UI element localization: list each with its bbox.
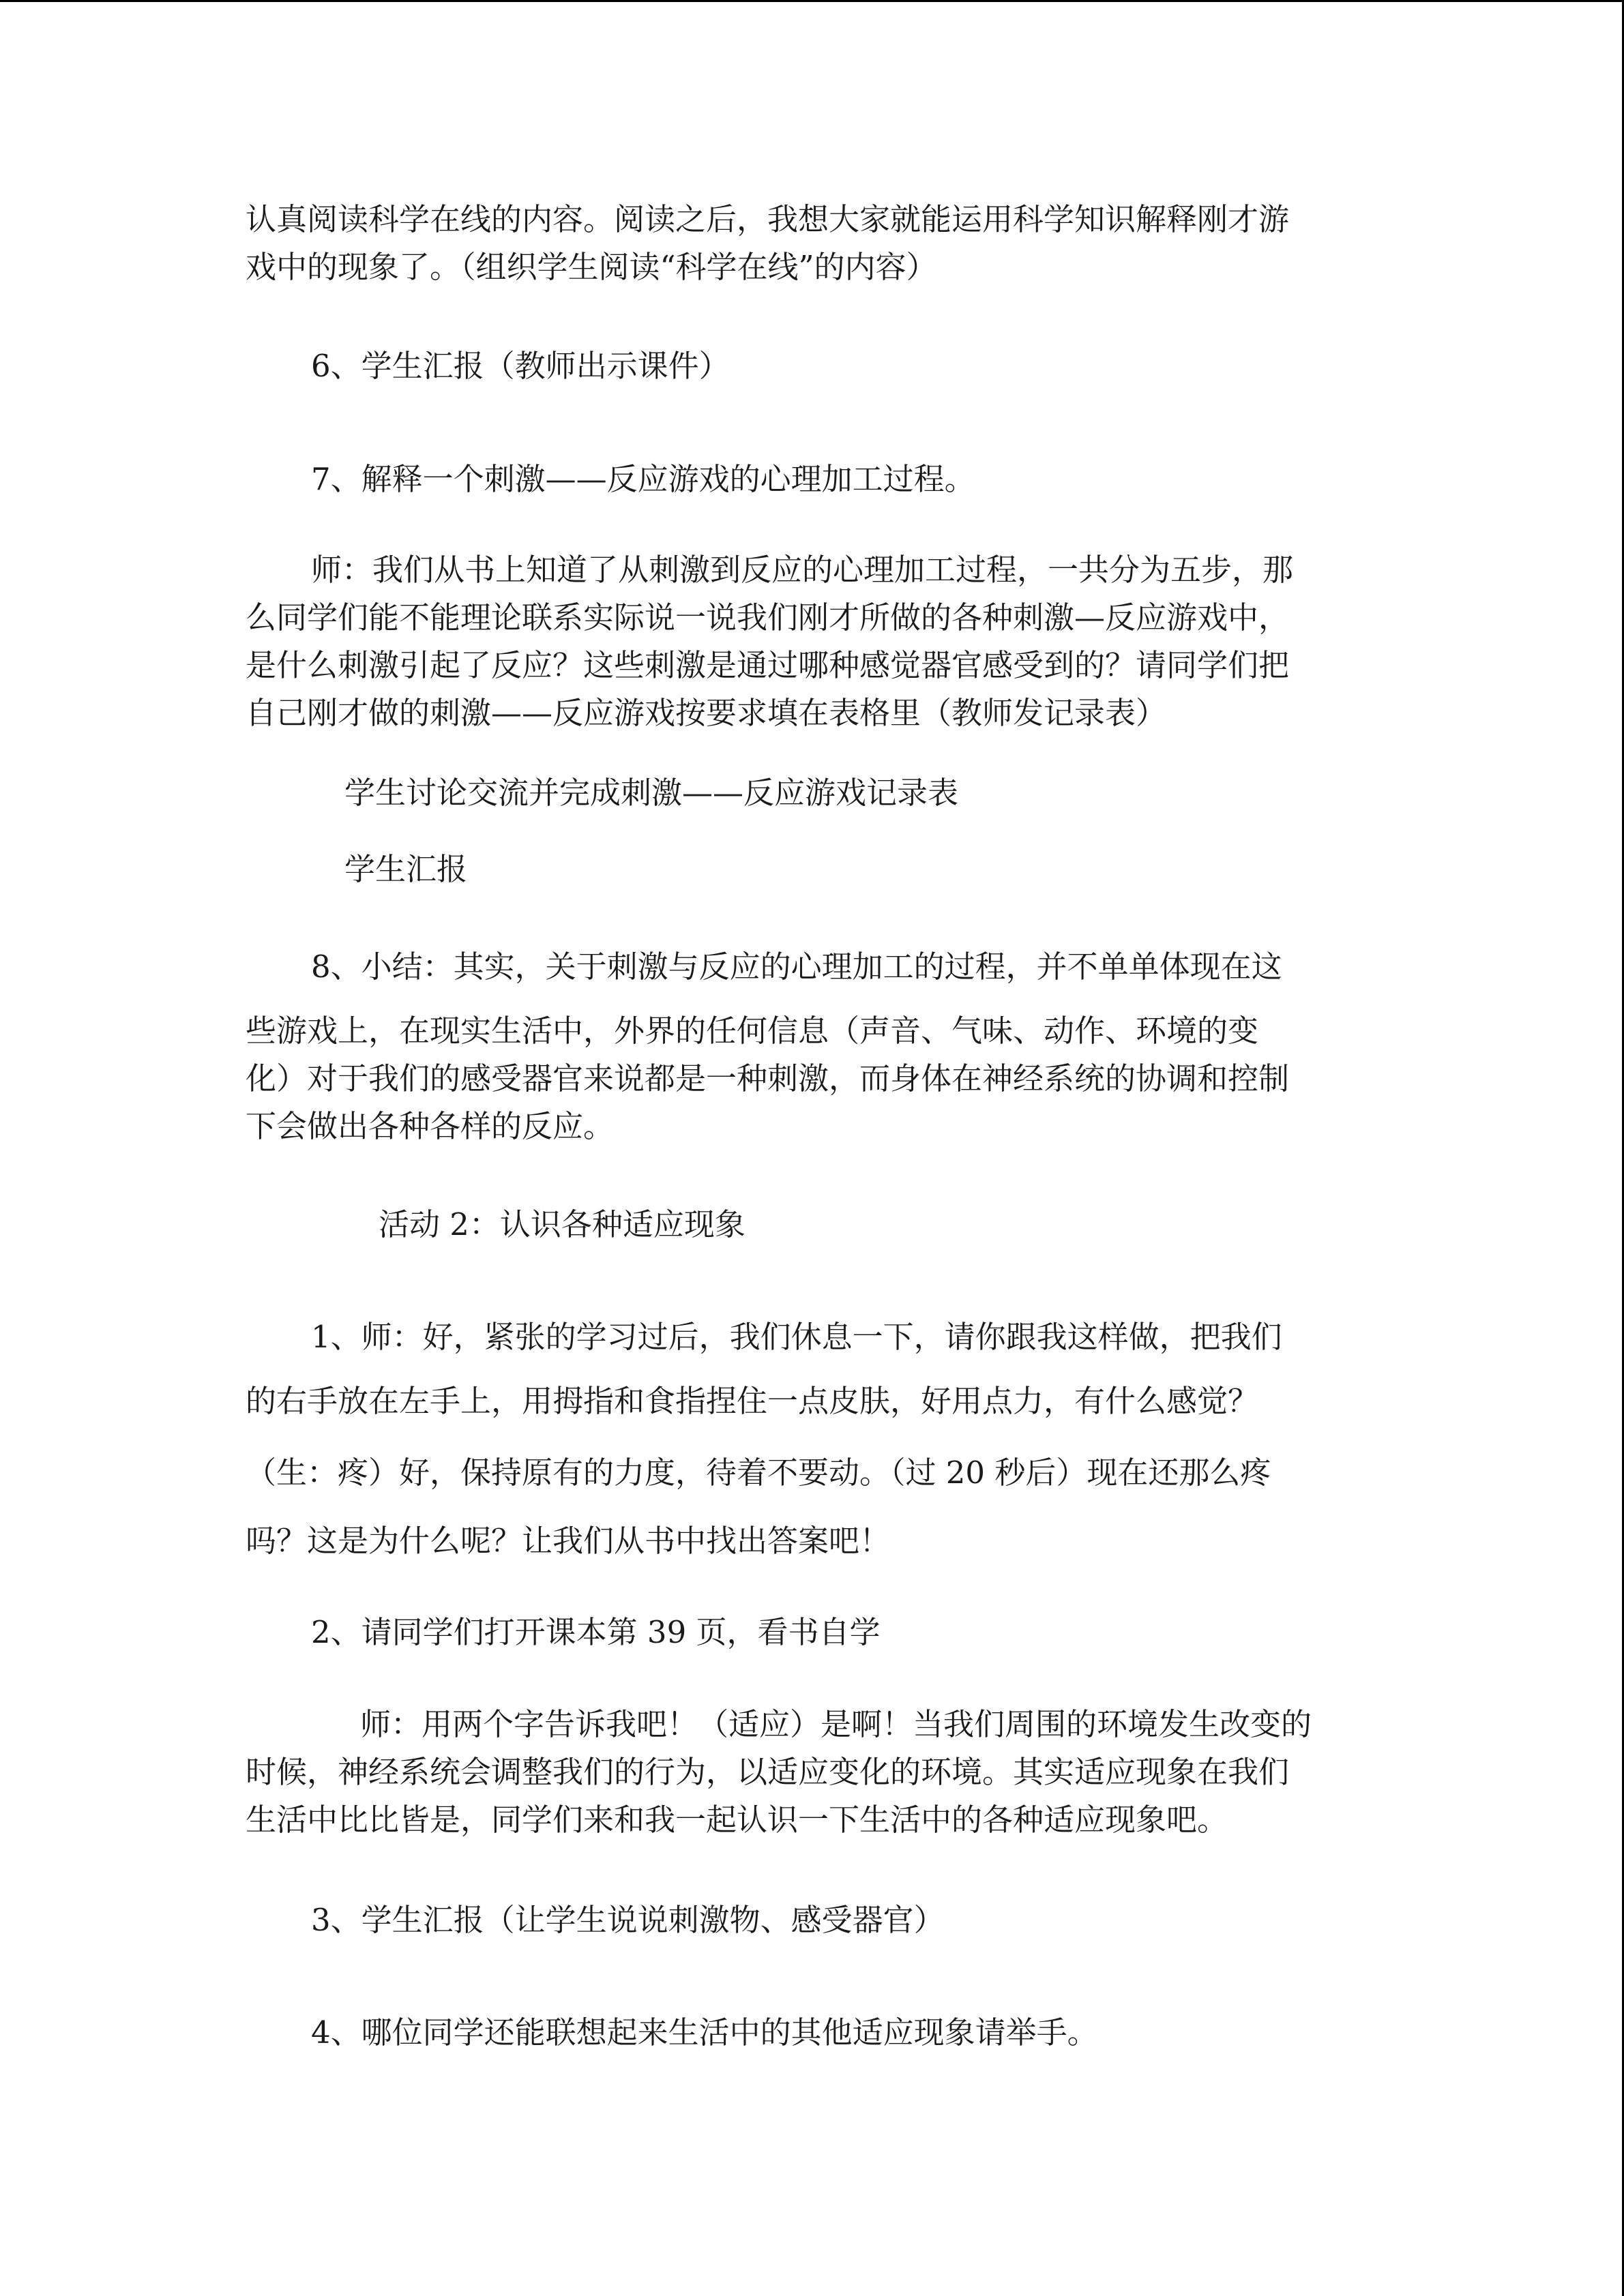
text-line: 1、师：好，紧张的学习过后，我们休息一下，请你跟我这样做，把我们 xyxy=(311,1319,1282,1355)
text-line: 吗？这是为什么呢？让我们从书中找出答案吧！ xyxy=(246,1523,891,1559)
text-line: 师：我们从书上知道了从刺激到反应的心理加工过程，一共分为五步，那 xyxy=(311,552,1294,588)
section-heading: 活动 2：认识各种适应现象 xyxy=(379,1206,745,1242)
text-line: 8、小结：其实，关于刺激与反应的心理加工的过程，并不单单体现在这 xyxy=(311,949,1282,985)
text-line: 7、解释一个刺激——反应游戏的心理加工过程。 xyxy=(311,461,975,497)
text-line: 师：用两个字告诉我吧！（适应）是啊！当我们周围的环境发生改变的 xyxy=(360,1706,1312,1742)
text-line: 4、哪位同学还能联想起来生活中的其他适应现象请举手。 xyxy=(311,2014,1098,2051)
text-line: 化）对于我们的感受器官来说都是一种刺激，而身体在神经系统的协调和控制 xyxy=(246,1060,1290,1097)
text-line: 2、请同学们打开课本第 39 页，看书自学 xyxy=(311,1614,881,1650)
text-line: 生活中比比皆是，同学们来和我一起认识一下生活中的各种适应现象吧。 xyxy=(246,1802,1228,1838)
text-line: 的右手放在左手上，用拇指和食指捏住一点皮肤，好用点力，有什么感觉？ xyxy=(246,1383,1259,1419)
text-line: 自己刚才做的刺激——反应游戏按要求填在表格里（教师发记录表） xyxy=(246,695,1167,731)
text-line: 么同学们能不能理论联系实际说一说我们刚才所做的各种刺激—反应游戏中， xyxy=(246,599,1290,636)
text-line: 戏中的现象了。（组织学生阅读“科学在线”的内容） xyxy=(246,249,937,285)
text-line: 学生讨论交流并完成刺激——反应游戏记录表 xyxy=(344,775,959,811)
text-line: 下会做出各种各样的反应。 xyxy=(246,1108,615,1144)
text-line: （生：疼）好，保持原有的力度，待着不要动。（过 20 秒后）现在还那么疼 xyxy=(246,1455,1271,1491)
text-line: 6、学生汇报（教师出示课件） xyxy=(311,348,730,384)
text-line: 认真阅读科学在线的内容。阅读之后，我想大家就能运用科学知识解释刚才游 xyxy=(246,201,1290,237)
text-line: 是什么刺激引起了反应？这些刺激是通过哪种感觉器官感受到的？请同学们把 xyxy=(246,647,1290,683)
text-line: 些游戏上，在现实生活中，外界的任何信息（声音、气味、动作、环境的变 xyxy=(246,1013,1259,1049)
text-line: 学生汇报 xyxy=(344,851,468,887)
text-line: 3、学生汇报（让学生说说刺激物、感受器官） xyxy=(311,1902,945,1938)
text-line: 时候，神经系统会调整我们的行为，以适应变化的环境。其实适应现象在我们 xyxy=(246,1754,1290,1790)
